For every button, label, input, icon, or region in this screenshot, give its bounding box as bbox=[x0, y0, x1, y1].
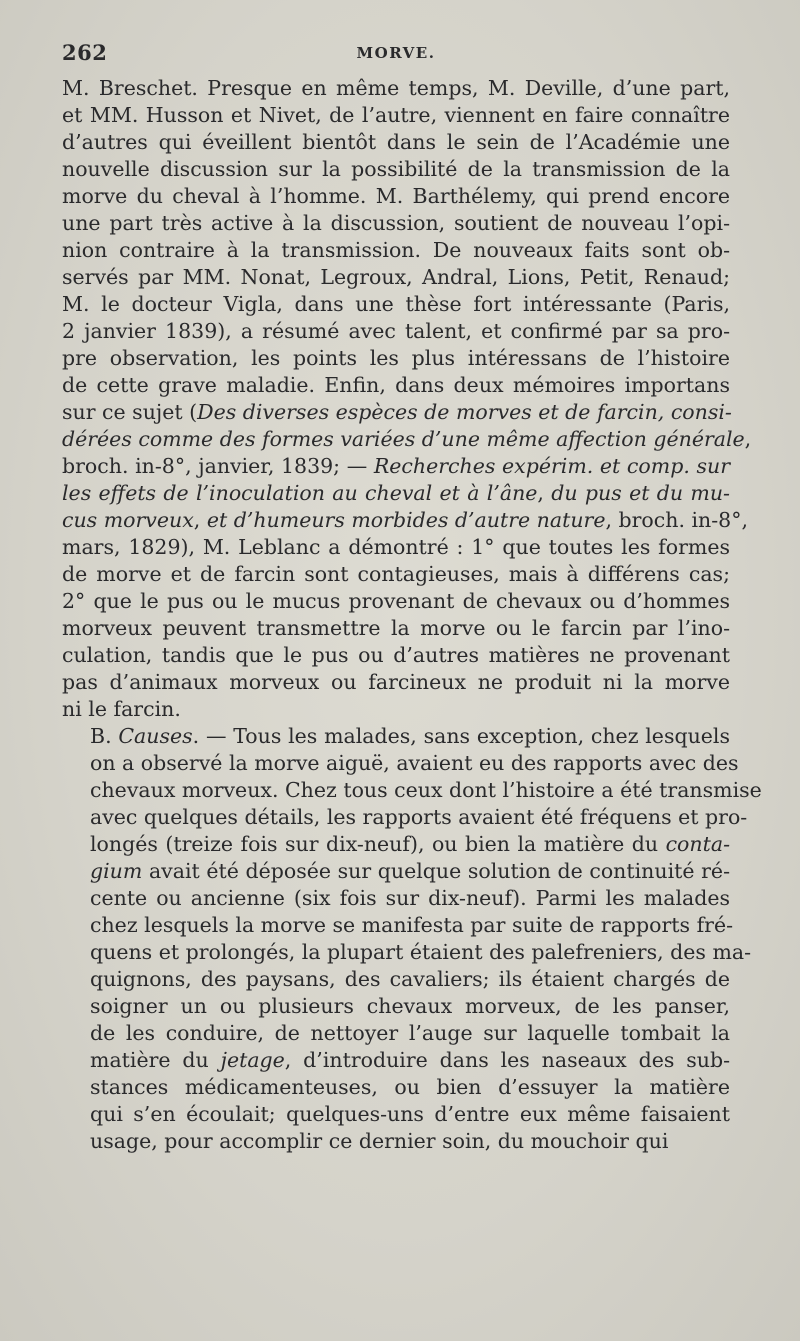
text-run: nouvelle discussion sur la possibilité de la transmission de la bbox=[62, 157, 730, 181]
text-run: M. Breschet. Presque en même temps, M. Deville, d’une part, bbox=[62, 76, 730, 100]
text-run: soigner un ou plusieurs chevaux morveux, de les panser, bbox=[90, 994, 730, 1018]
text-line bbox=[62, 1074, 730, 1101]
text-line bbox=[62, 1101, 730, 1128]
text-run: culation, tandis que le pus ou d’autres matières ne provenant bbox=[62, 643, 730, 667]
text-line bbox=[62, 210, 730, 237]
text-line bbox=[62, 777, 762, 804]
text-run: d’autres qui éveillent bientôt dans le sein de l’Académie une bbox=[62, 130, 730, 154]
text-run: chevaux morveux. Chez tous ceux dont l’histoire a été transmise bbox=[90, 778, 762, 802]
text-line bbox=[62, 237, 730, 264]
text-line bbox=[62, 75, 730, 102]
paragraph bbox=[62, 75, 752, 723]
text-line bbox=[62, 831, 730, 858]
text-run: broch. in-8°, janvier, 1839; — bbox=[62, 454, 374, 478]
text-line bbox=[62, 642, 730, 669]
text-run: stances médicamenteuses, ou bien d’essuyer la matière bbox=[90, 1075, 730, 1099]
text-run: sur ce sujet ( bbox=[62, 400, 198, 424]
text-line bbox=[62, 102, 730, 129]
text-line bbox=[62, 723, 730, 750]
text-run: cus morveux bbox=[62, 508, 194, 532]
text-run: pas d’animaux morveux ou farcineux ne produit ni la morve bbox=[62, 670, 730, 694]
text-line bbox=[62, 345, 730, 372]
text-line bbox=[62, 561, 730, 588]
text-line bbox=[62, 750, 739, 777]
text-line bbox=[62, 1128, 730, 1155]
text-run: du pus et du mu- bbox=[551, 481, 730, 505]
text-line bbox=[62, 399, 730, 426]
text-run: morve du cheval à l’homme. M. Barthélemy, qui prend encore bbox=[62, 184, 730, 208]
text-run: , bbox=[193, 508, 207, 532]
text-line bbox=[62, 129, 730, 156]
text-line bbox=[62, 993, 730, 1020]
text-line bbox=[62, 1020, 730, 1047]
running-head: MORVE. bbox=[356, 44, 436, 62]
text-run: , broch. in-8°, bbox=[605, 508, 748, 532]
text-run: M. le docteur Vigla, dans une thèse fort intéressante (Paris, bbox=[62, 292, 730, 316]
text-run: nion contraire à la transmission. De nouveaux faits sont ob- bbox=[62, 238, 730, 262]
text-run: ni le farcin. bbox=[62, 697, 181, 721]
text-run: et MM. Husson et Nivet, de l’autre, viennent en faire connaître bbox=[62, 103, 730, 127]
text-run: une part très active à la discussion, soutient de nouveau l’opi- bbox=[62, 211, 730, 235]
text-run: mars, 1829), M. Leblanc a démontré : 1° que toutes les formes bbox=[62, 535, 730, 559]
text-run: dérées comme des formes variées d’une même affection générale bbox=[62, 427, 745, 451]
page-number: 262 bbox=[62, 40, 108, 65]
text-run: avec quelques détails, les rapports avaient été fréquens et pro- bbox=[90, 805, 748, 829]
text-line bbox=[62, 291, 730, 318]
text-run: de les conduire, de nettoyer l’auge sur laquelle tombait la bbox=[90, 1021, 730, 1045]
text-line bbox=[62, 669, 730, 696]
text-run: de cette grave maladie. Enfin, dans deux mémoires importans bbox=[62, 373, 730, 397]
text-run: de morve et de farcin sont contagieuses, mais à différens cas; bbox=[62, 562, 730, 586]
page-header bbox=[62, 40, 730, 70]
text-run: longés (treize fois sur dix-neuf), ou bien la matière du bbox=[90, 832, 666, 856]
text-line bbox=[62, 615, 730, 642]
text-run: on a observé la morve aiguë, avaient eu des rapports avec des bbox=[90, 751, 739, 775]
text-run: 2 janvier 1839), a résumé avec talent, et confirmé par sa pro- bbox=[62, 319, 730, 343]
text-run: cente ou ancienne (six fois sur dix-neuf). Parmi les malades bbox=[90, 886, 730, 910]
text-line bbox=[62, 426, 752, 453]
text-line bbox=[62, 885, 730, 912]
text-run: qui s’en écoulait; quelques-uns d’entre eux même faisaient bbox=[90, 1102, 730, 1126]
text-run: , bbox=[744, 427, 752, 451]
text-run: jetage bbox=[220, 1048, 285, 1072]
paragraph bbox=[62, 723, 762, 1155]
text-line bbox=[62, 480, 730, 507]
text-line bbox=[62, 939, 752, 966]
text-run: morveux peuvent transmettre la morve ou le farcin par l’ino- bbox=[62, 616, 730, 640]
text-run: et d’humeurs morbides d’autre nature bbox=[206, 508, 606, 532]
text-line bbox=[62, 264, 730, 291]
text-run: , d’introduire dans les naseaux des sub- bbox=[284, 1048, 730, 1072]
text-line bbox=[62, 507, 748, 534]
text-line bbox=[62, 156, 730, 183]
text-run: 2° que le pus ou le mucus provenant de chevaux ou d’hommes bbox=[62, 589, 730, 613]
text-run: chez lesquels la morve se manifesta par suite de rapports fré- bbox=[90, 913, 734, 937]
text-run: , bbox=[537, 481, 552, 505]
text-line bbox=[62, 804, 748, 831]
text-run: matière du bbox=[90, 1048, 221, 1072]
text-line bbox=[62, 534, 730, 561]
text-line bbox=[62, 966, 730, 993]
text-line bbox=[62, 453, 730, 480]
text-run: avait été déposée sur quelque solution de continuité ré- bbox=[142, 859, 730, 883]
text-line bbox=[62, 318, 730, 345]
text-run: Causes bbox=[118, 724, 193, 748]
text-run: B. bbox=[90, 724, 119, 748]
text-run: gium bbox=[90, 859, 143, 883]
text-line bbox=[62, 372, 730, 399]
text-run: quignons, des paysans, des cavaliers; ils étaient chargés de bbox=[90, 967, 730, 991]
text-run: conta- bbox=[665, 832, 730, 856]
text-line bbox=[62, 183, 730, 210]
text-run: pre observation, les points les plus intéressans de l’histoire bbox=[62, 346, 730, 370]
text-run: Des diverses espèces de morves et de farcin, consi- bbox=[197, 400, 732, 424]
text-line bbox=[62, 588, 730, 615]
text-line bbox=[62, 858, 730, 885]
text-line bbox=[62, 696, 730, 723]
text-line bbox=[62, 1047, 730, 1074]
text-run: Recherches expérim. et comp. sur bbox=[373, 454, 730, 478]
text-run: . — Tous les malades, sans exception, chez lesquels bbox=[192, 724, 730, 748]
text-run: servés par MM. Nonat, Legroux, Andral, Lions, Petit, Renaud; bbox=[62, 265, 730, 289]
text-run: usage, pour accomplir ce dernier soin, du mouchoir qui bbox=[90, 1129, 669, 1153]
text-run: quens et prolongés, la plupart étaient des palefreniers, des ma- bbox=[90, 940, 752, 964]
body-text bbox=[62, 75, 762, 1155]
text-line bbox=[62, 912, 734, 939]
text-run: les effets de l’inoculation au cheval et à l’âne bbox=[62, 481, 538, 505]
